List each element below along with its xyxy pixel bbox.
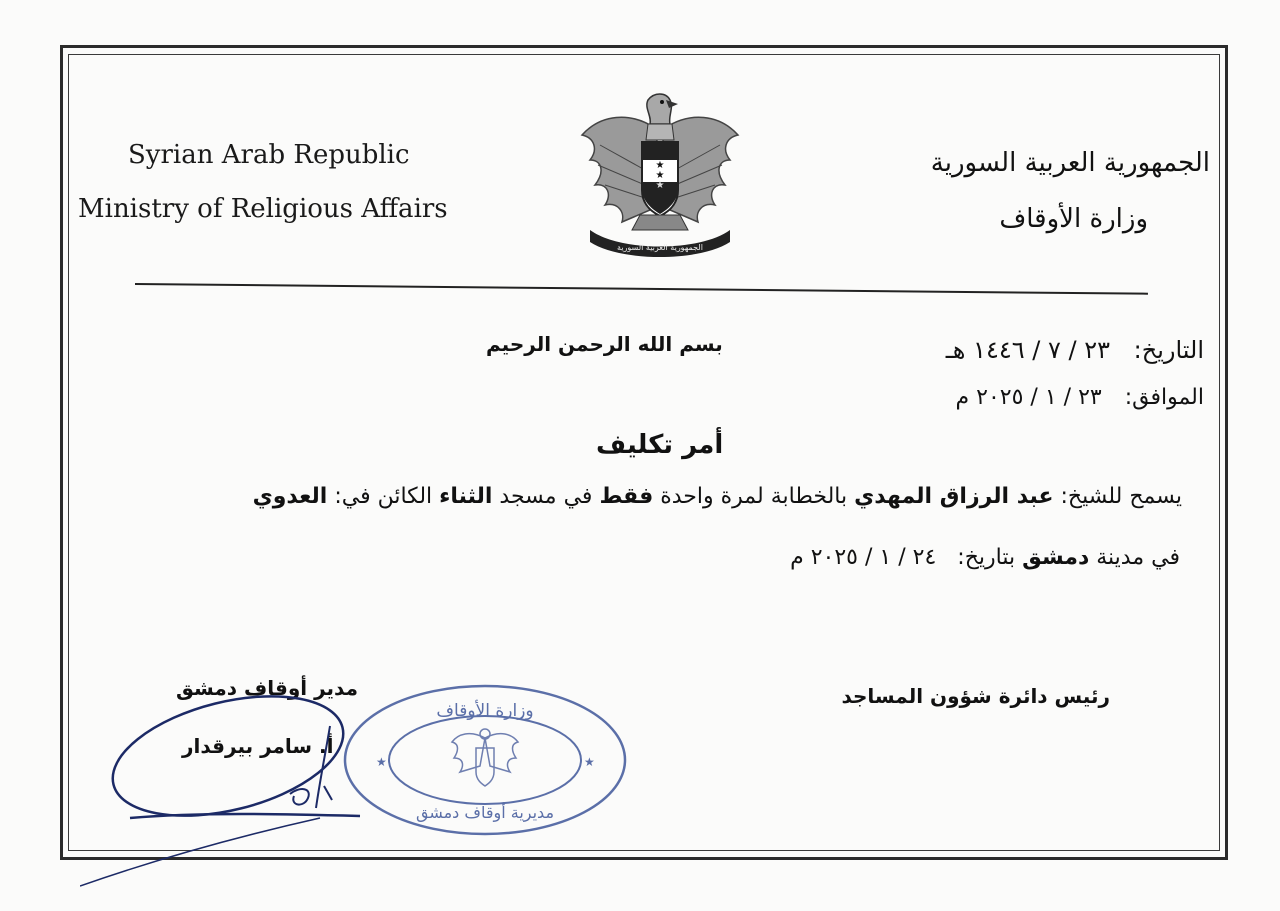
eagle-emblem-icon — [570, 90, 750, 260]
mosque-name: الثناء — [439, 484, 493, 509]
line1-preaching: بالخطابة لمرة واحدة — [660, 484, 848, 509]
hijri-date-row — [946, 336, 1204, 364]
hijri-date-value: ٢٣ / ٧ / ١٤٤٦ هـ — [945, 336, 1110, 364]
line2-city-label: في مدينة — [1096, 545, 1180, 570]
stamp-star-right-icon: ★ — [584, 755, 595, 769]
line1-only: فقط — [599, 484, 654, 509]
greg-date-label: الموافق: — [1124, 385, 1204, 410]
stamp-star-left-icon: ★ — [376, 755, 387, 769]
header-en-ministry: Ministry of Religious Affairs — [78, 194, 448, 224]
stamp-bottom-text: مديرية أوقاف دمشق — [415, 803, 555, 822]
basmala: بسم الله الرحمن الرحيم — [486, 332, 723, 356]
stamp-top-text: وزارة الأوقاف — [436, 701, 534, 721]
svg-text:★: ★ — [655, 180, 665, 191]
line1-location-label: الكائن في: — [334, 484, 433, 509]
svg-text:★: ★ — [655, 160, 665, 171]
header-ar-country: الجمهورية العربية السورية — [930, 148, 1210, 178]
assignment-line-2 — [790, 545, 1180, 570]
mosques-dept-head-title: رئيس دائرة شؤون المساجد — [841, 684, 1110, 708]
area-name: العدوي — [252, 484, 328, 509]
hijri-date-label: التاريخ: — [1133, 336, 1204, 364]
line2-date-label: بتاريخ: — [957, 545, 1016, 570]
city-name: دمشق — [1022, 545, 1090, 570]
director-signature — [80, 690, 380, 890]
director-title: مدير أوقاف دمشق — [176, 676, 358, 700]
sheikh-name: عبد الرزاق المهدي — [854, 484, 1054, 509]
director-name: أ. سامر بيرقدار — [182, 734, 334, 758]
greg-date-value: ٢٣ / ١ / ٢٠٢٥ م — [955, 385, 1102, 410]
emblem-caption: الجمهورية العربية السورية — [617, 243, 703, 252]
header-ar-ministry: وزارة الأوقاف — [999, 204, 1148, 234]
assignment-line-1 — [253, 484, 1182, 509]
line1-prefix: يسمح للشيخ: — [1060, 484, 1182, 509]
stamp-eagle-icon — [452, 729, 518, 786]
header-en-country: Syrian Arab Republic — [128, 140, 410, 170]
ministry-stamp — [340, 680, 630, 840]
document-title: أمر تكليف — [596, 430, 724, 460]
greg-date-row — [956, 385, 1204, 410]
line1-mosque-label: في مسجد — [499, 484, 593, 509]
sermon-date: ٢٤ / ١ / ٢٠٢٥ م — [790, 545, 937, 570]
svg-text:★: ★ — [655, 170, 665, 181]
